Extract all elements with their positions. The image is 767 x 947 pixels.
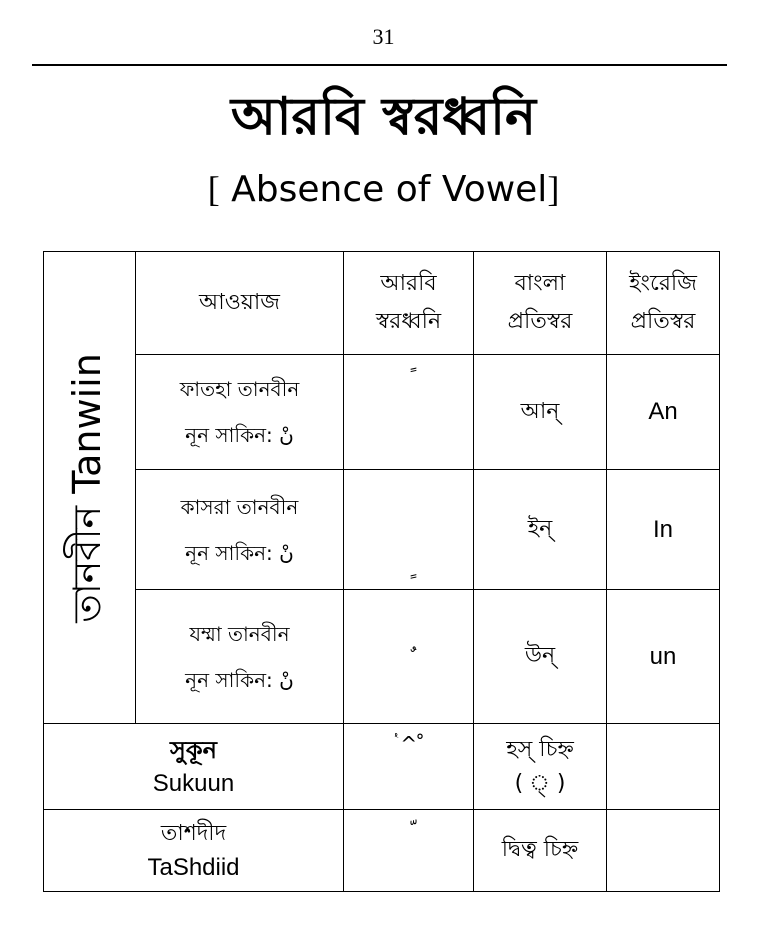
table-row [44,355,720,470]
page-number: 31 [372,24,395,49]
header-arabic-line2: স্বরধ্বনি [375,309,442,334]
sukun-english [607,724,720,810]
sukun-bangla-line2: ( ্ ) [514,770,566,796]
sukun-name-cell [44,724,344,810]
row-name: যম্মা তানবীন [189,621,290,646]
page-subtitle [0,168,767,210]
row-bangla: আন্ [474,355,607,470]
tanwiin-side-label-cell [44,252,136,724]
row-name-cell [136,470,344,590]
row-name: ফাতহা তানবীন [179,377,300,401]
vowel-table [43,251,720,892]
row-name: কাসরা তানবীন [180,494,299,519]
header-bangla [474,252,607,355]
header-rule [32,64,727,66]
tashdid-symbol [344,810,474,892]
tashdid-en: TaShdiid [147,853,240,881]
tashdid-english [607,810,720,892]
header-arabic-line1: আরবি [380,271,437,296]
header-bangla-line1: বাংলা [514,271,566,296]
sukun-bangla-line1: হস্ চিহ্ন [506,736,574,762]
row-bangla: ইন্ [474,470,607,590]
page-title: আরবি স্বরধ্বনি [230,87,537,147]
sukun-bangla [474,724,607,810]
row-english: An [607,355,720,470]
sukun-row [44,724,720,810]
tashdid-bangla: দ্বিত্ব চিহ্ন [474,810,607,892]
tanwiin-side-label: তানবীন Tanwiin [64,352,109,623]
tashdid-bn: তাশদীদ [160,820,227,846]
row-symbol [344,590,474,724]
row-name-cell [136,590,344,724]
header-bangla-line2: প্রতিস্বর [507,309,573,334]
row-sub: নূন সাকিন: نْ [185,667,294,692]
table-header-row [44,252,720,355]
header-english-line2: প্রতিস্বর [630,309,696,334]
table-row [44,470,720,590]
sukun-en: Sukuun [152,769,235,797]
row-symbol [344,355,474,470]
sukun-bn: সুকূন [170,735,217,764]
header-english [607,252,720,355]
sukun-symbols: ٝ ^ ْ [344,724,474,810]
tashdid-row [44,810,720,892]
subtitle-open-bracket: [ [207,169,220,209]
row-english: In [607,470,720,590]
row-bangla: উন্ [474,590,607,724]
row-english: un [607,590,720,724]
header-arabic [344,252,474,355]
row-sub: নূন সাকিন: نْ [185,423,294,447]
header-sound: আওয়াজ [136,252,344,355]
subtitle-close-bracket: ] [547,169,560,209]
table-row [44,590,720,724]
header-english-line1: ইংরেজি [629,271,697,296]
row-symbol [344,470,474,590]
tashdid-name-cell [44,810,344,892]
row-sub: নূন সাকিন: نْ [185,540,294,565]
row-name-cell [136,355,344,470]
subtitle-text: Absence of Vowel [219,169,548,210]
